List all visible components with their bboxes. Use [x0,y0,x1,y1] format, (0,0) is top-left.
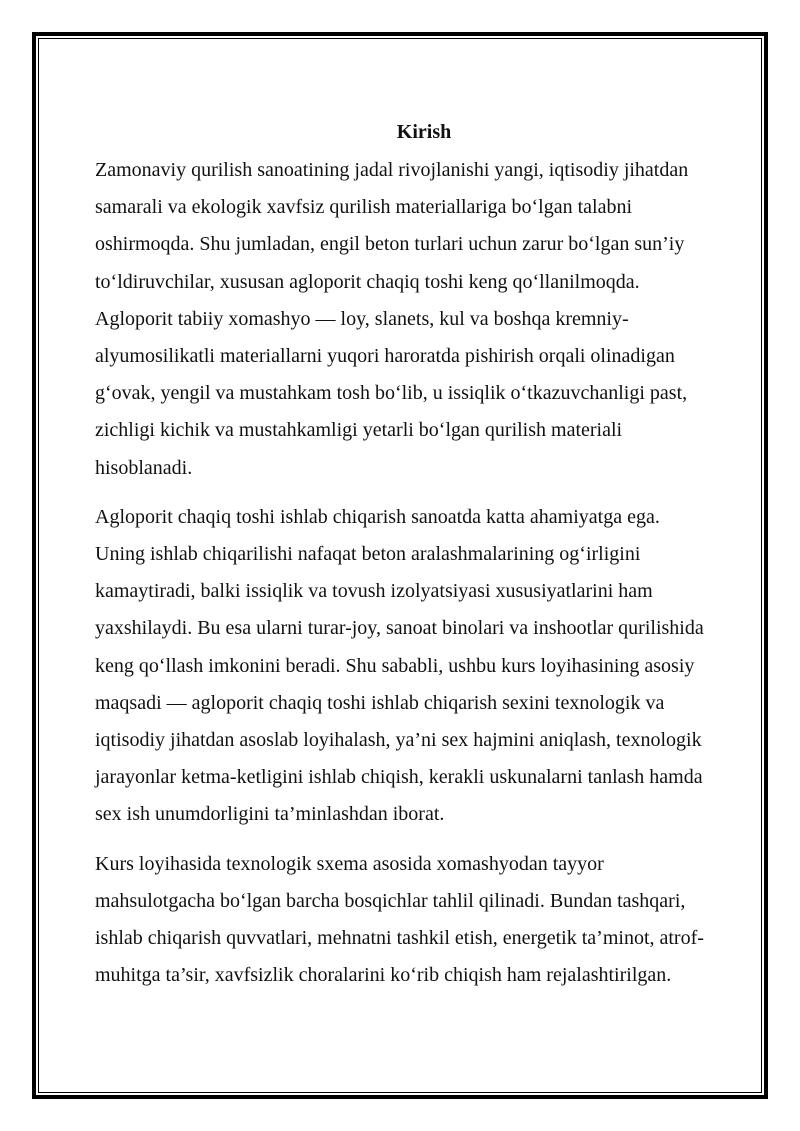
paragraph-line: keng qo‘llash imkonini beradi. Shu sababli, ushbu kurs loyihasining asosiy [95,654,695,677]
paragraph-line: to‘ldiruvchilar, xususan agloporit chaqiq toshi keng qo‘llanilmoqda. [95,270,640,293]
paragraph-line: hisoblanadi. [95,456,193,479]
paragraph-line: kamaytiradi, balki issiqlik va tovush izolyatsiyasi xususiyatlarini ham [95,580,653,603]
paragraph-line: samarali va ekologik xavfsiz qurilish materiallariga bo‘lgan talabni [95,196,633,219]
paragraph-line: yaxshilaydi. Bu esa ularni turar-joy, sanoat binolari va inshootlar qurilishida [95,617,704,640]
document-body [95,118,753,1006]
paragraph-line: Zamonaviy qurilish sanoatining jadal rivojlanishi yangi, iqtisodiy jihatdan [95,159,689,181]
paragraph-line: alyumosilikatli materiallarni yuqori haroratda pishirish orqali olinadigan [95,345,675,368]
paragraph-line: Agloporit chaqiq toshi ishlab chiqarish sanoatda katta ahamiyatga ega. [95,505,660,528]
paragraph-line: jarayonlar ketma-ketligini ishlab chiqish, kerakli uskunalarni tanlash hamda [95,766,703,789]
paragraph-line: muhitga ta’sir, xavfsizlik choralarini ko‘rib chiqish ham rejalashtirilgan. [95,964,672,987]
paragraph-line: maqsadi — agloporit chaqiq toshi ishlab chiqarish sexini texnologik va [95,691,665,714]
paragraph-line: Agloporit tabiiy xomashyo — loy, slanets, kul va boshqa kremniy- [95,307,629,330]
paragraph-line: iqtisodiy jihatdan asoslab loyihalash, ya’ni sex hajmini aniqlash, texnologik [95,729,702,752]
paragraph-line: mahsulotgacha bo‘lgan barcha bosqichlar tahlil qilinadi. Bundan tashqari, [95,889,686,912]
paragraph-3 [95,846,753,995]
paragraph-1 [95,152,753,487]
document-title: Kirish [396,121,452,143]
paragraph-line: g‘ovak, yengil va mustahkam tosh bo‘lib, u issiqlik o‘tkazuvchanligi past, [95,382,688,405]
paragraph-line: ishlab chiqarish quvvatlari, mehnatni tashkil etish, energetik ta’minot, atrof- [95,927,704,950]
paragraph-line: Kurs loyihasida texnologik sxema asosida xomashyodan tayyor [95,852,604,875]
paragraph-2 [95,499,753,834]
paragraph-line: Uning ishlab chiqarilishi nafaqat beton aralashmalarining og‘irligini [95,543,641,566]
paragraph-line: zichligi kichik va mustahkamligi yetarli bo‘lgan qurilish materiali [95,419,623,442]
paragraph-line: sex ish unumdorligini ta’minlashdan iborat. [95,803,445,826]
paragraph-line: oshirmoqda. Shu jumladan, engil beton turlari uchun zarur bo‘lgan sun’iy [95,233,685,256]
